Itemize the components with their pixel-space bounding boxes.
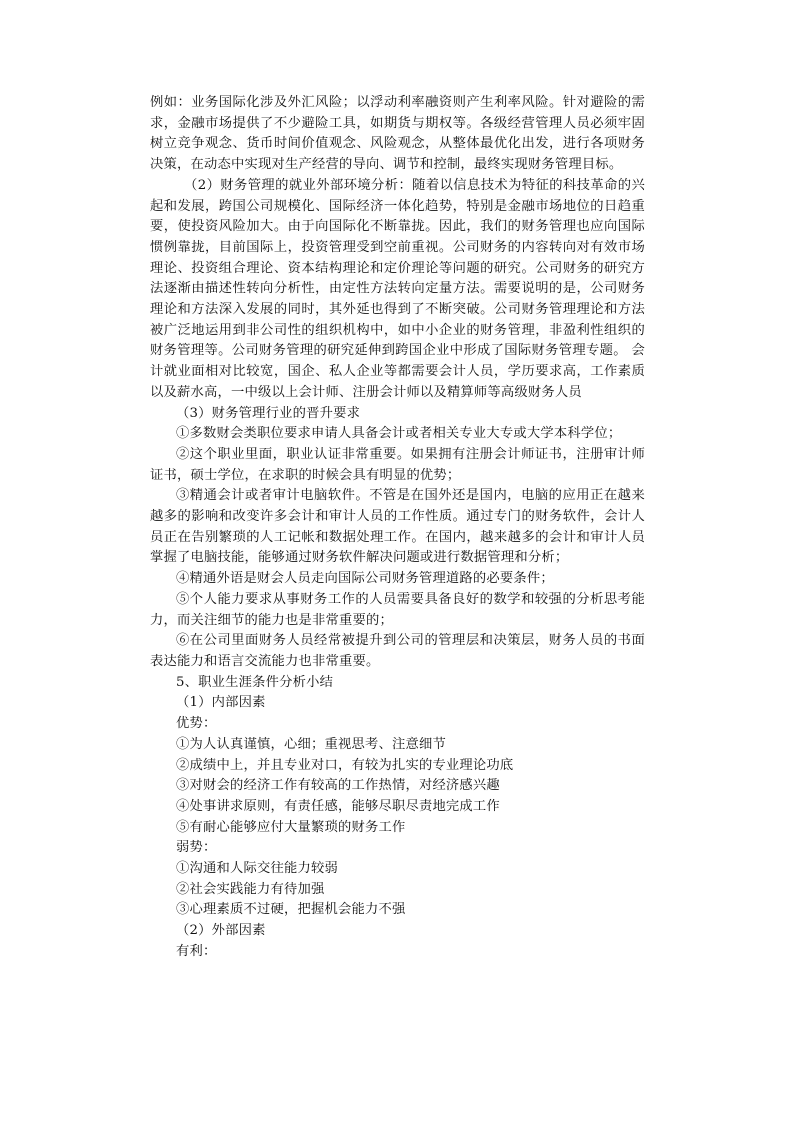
list-item-strength-5: ⑤有耐心能够应付大量繁琐的财务工作 <box>176 819 406 835</box>
section-promotion-requirements: （3）财务管理行业的晋升要求 <box>176 405 361 421</box>
list-item-promotion-3: ③精通会计或者审计电脑软件。不管是在国外还是国内，电脑的应用正在越来越多的影响和改变许多会计和审计人员的工作性质。通过专门的财务软件，会计人员正在告别繁琐的人工记帐和数据处理工作。在国内，越来越多的会计和审计人员掌握了电脑技能，能够通过财务软件解决问题或进行数据管理和分析； <box>150 488 645 566</box>
list-item-promotion-6: ⑥在公司里面财务人员经常被提升到公司的管理层和决策层，财务人员的书面表达能力和语言交流能力也非常重要。 <box>150 633 645 669</box>
list-item-strength-1: ①为人认真谨慎，心细；重视思考、注意细节 <box>176 736 446 752</box>
list-item-weakness-3: ③心理素质不过硬，把握机会能力不强 <box>176 902 406 918</box>
list-item-promotion-2: ②这个职业里面，职业认证非常重要。如果拥有注册会计师证书，注册审计师证书，硕士学位，在求职的时候会具有明显的优势； <box>150 446 645 483</box>
label-weaknesses: 弱势： <box>176 840 217 856</box>
list-item-promotion-1: ①多数财会类职位要求申请人具备会计或者相关专业大专或大学本科学位； <box>176 426 622 442</box>
label-strengths: 优势： <box>176 716 217 732</box>
label-favorable: 有利： <box>176 943 217 959</box>
section-career-summary: 5、职业生涯条件分析小结 <box>176 674 334 690</box>
list-item-weakness-1: ①沟通和人际交往能力较弱 <box>176 861 338 877</box>
paragraph-risk-avoidance: 例如：业务国际化涉及外汇风险；以浮动利率融资则产生利率风险。针对避险的需求，金融市场提供了不少避险工具，如期货与期权等。各级经营管理人员必须牢固树立竞争观念、货币时间价值观念、风险观念，从整体最优化出发，进行各项财务决策，在动态中实现对生产经营的导向、调节和控制，最终实现财务管理目标。 <box>150 95 645 173</box>
list-item-strength-4: ④处事讲求原则，有责任感，能够尽职尽责地完成工作 <box>176 798 500 814</box>
list-item-weakness-2: ②社会实践能力有待加强 <box>176 881 325 897</box>
paragraph-external-environment: （2）财务管理的就业外部环境分析：随着以信息技术为特征的科技革命的兴起和发展，跨国公司规模化、国际经济一体化趋势，特别是金融市场地位的日趋重要，使投资风险加大。由于向国际化不断靠拢。因此，我们的财务管理也应向国际惯例靠拢，目前国际上，投资管理受到空前重视。公司财务的内容转向对有效市场理论、投资组合理论、资本结构理论和定价理论等问题的研究。公司财务的研究方法逐渐由描述性转向分析性，由定性方法转向定量方法。需要说明的是，公司财务理论和方法深入发展的同时，其外延也得到了不断突破。公司财务管理理论和方法被广泛地运用到非公司性的组织机构中，如中小企业的财务管理，非盈利性组织的财务管理等。公司财务管理的研究延伸到跨国企业中形成了国际财务管理专题。 会计就业面相对比较宽，国企、私人企业等都需要会计人员，学历要求高，工作素质以及薪水高，一中级以上会计师、注册会计师以及精算师等高级财务人员 <box>150 177 645 400</box>
list-item-strength-2: ②成绩中上，并且专业对口，有较为扎实的专业理论功底 <box>176 757 514 773</box>
subsection-external-factors: （2）外部因素 <box>176 923 266 939</box>
subsection-internal-factors: （1）内部因素 <box>176 695 266 711</box>
list-item-strength-3: ③对财会的经济工作有较高的工作热情，对经济感兴趣 <box>176 778 500 794</box>
list-item-promotion-5: ⑤个人能力要求从事财务工作的人员需要具备良好的数学和较强的分析思考能力，而关注细节的能力也是非常重要的； <box>150 591 645 628</box>
document-body <box>150 93 645 963</box>
list-item-promotion-4: ④精通外语是财会人员走向国际公司财务管理道路的必要条件； <box>176 571 554 587</box>
